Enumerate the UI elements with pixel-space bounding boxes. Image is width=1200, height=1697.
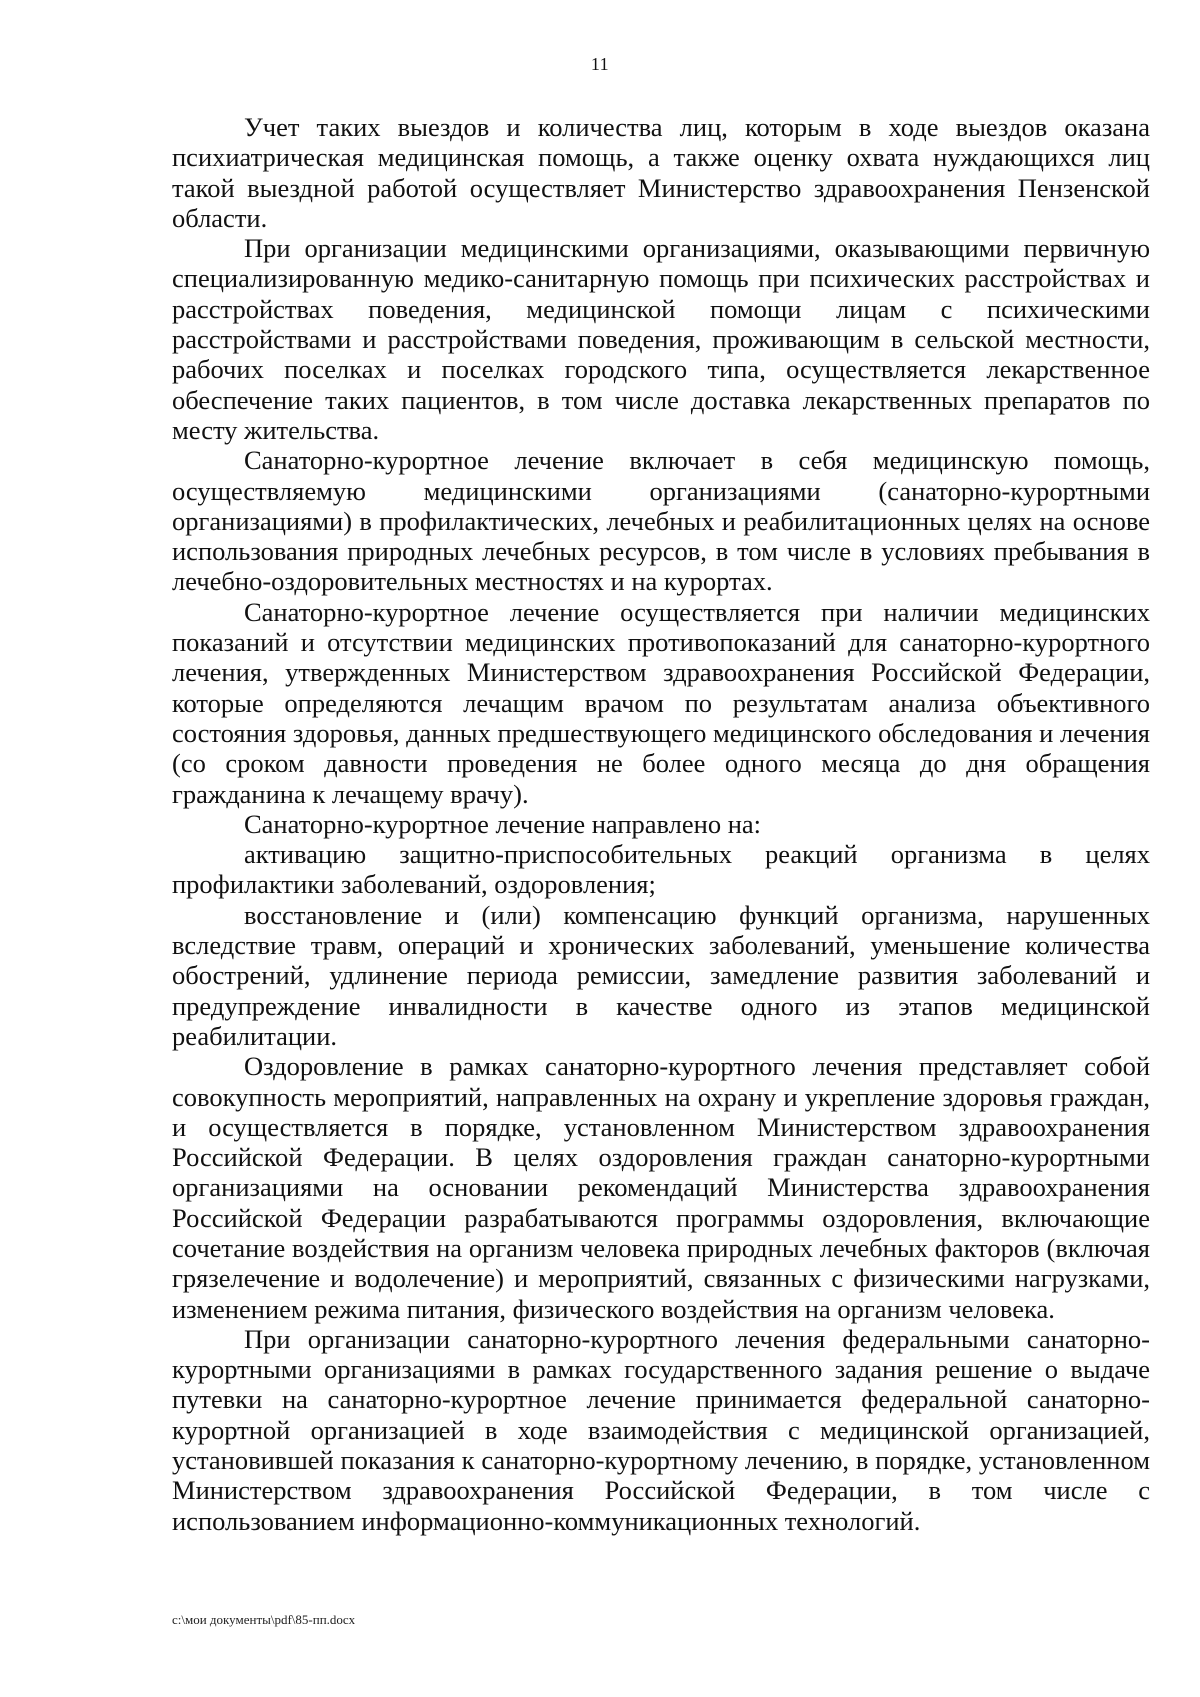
paragraph-6: активацию защитно-приспособительных реакций организма в целях профилактики заболеваний, оздоровления; [172,839,1150,900]
paragraph-9: При организации санаторно-курортного лечения федеральными санаторно-курортными организациями в рамках государственного задания решение о выдаче путевки на санаторно-курортное лечение принимается федеральной санаторно-курортной организацией в ходе взаимодействия с медицинской организацией, установившей показания к санаторно-курортному лечению, в порядке, установленном Министерством здравоохранения Российской Федерации, в том числе с использованием информационно-коммуникационных технологий. [172,1323,1150,1536]
paragraph-4: Санаторно-курортное лечение осуществляется при наличии медицинских показаний и отсутствии медицинских противопоказаний для санаторно-курортного лечения, утвержденных Министерством здравоохранения Российской Федерации, которые определяются лечащим врачом по результатам анализа объективного состояния здоровья, данных предшествующего медицинского обследования и лечения (со сроком давности проведения не более одного месяца до дня обращения гражданина к лечащему врачу). [172,596,1150,809]
paragraph-7: восстановление и (или) компенсацию функций организма, нарушенных вследствие травм, операций и хронических заболеваний, уменьшение количества обострений, удлинение периода ремиссии, замедление развития заболеваний и предупреждение инвалидности в качестве одного из этапов медицинской реабилитации. [172,899,1150,1051]
document-body [172,112,1150,1536]
page-number: 11 [590,54,610,74]
paragraph-3: Санаторно-курортное лечение включает в себя медицинскую помощь, осуществляемую медицинскими организациями (санаторно-курортными организациями) в профилактических, лечебных и реабилитационных целях на основе использования природных лечебных ресурсов, в том числе в условиях пребывания в лечебно-оздоровительных местностях и на курортах. [172,445,1150,597]
paragraph-8: Оздоровление в рамках санаторно-курортного лечения представляет собой совокупность мероприятий, направленных на охрану и укрепление здоровья граждан, и осуществляется в порядке, установленном Министерством здравоохранения Российской Федерации. В целях оздоровления граждан санаторно-курортными организациями на основании рекомендаций Министерства здравоохранения Российской Федерации разрабатываются программы оздоровления, включающие сочетание воздействия на организм человека природных лечебных факторов (включая грязелечение и водолечение) и мероприятий, связанных с физическими нагрузками, изменением режима питания, физического воздействия на организм человека. [172,1051,1150,1324]
paragraph-5: Санаторно-курортное лечение направлено на: [244,808,762,839]
paragraph-2: При организации медицинскими организациями, оказывающими первичную специализированную медико-санитарную помощь при психических расстройствах и расстройствах поведения, медицинской помощи лицам с психическими расстройствами и расстройствами поведения, проживающим в сельской местности, рабочих поселках и поселках городского типа, осуществляется лекарственное обеспечение таких пациентов, в том числе доставка лекарственных препаратов по месту жительства. [172,233,1150,445]
paragraph-1: Учет таких выездов и количества лиц, которым в ходе выездов оказана психиатрическая медицинская помощь, а также оценку охвата нуждающихся лиц такой выездной работой осуществляет Министерство здравоохранения Пензенской области. [172,112,1150,233]
footer-file-path: c:\мои документы\pdf\85-пп.docx [172,1612,356,1627]
